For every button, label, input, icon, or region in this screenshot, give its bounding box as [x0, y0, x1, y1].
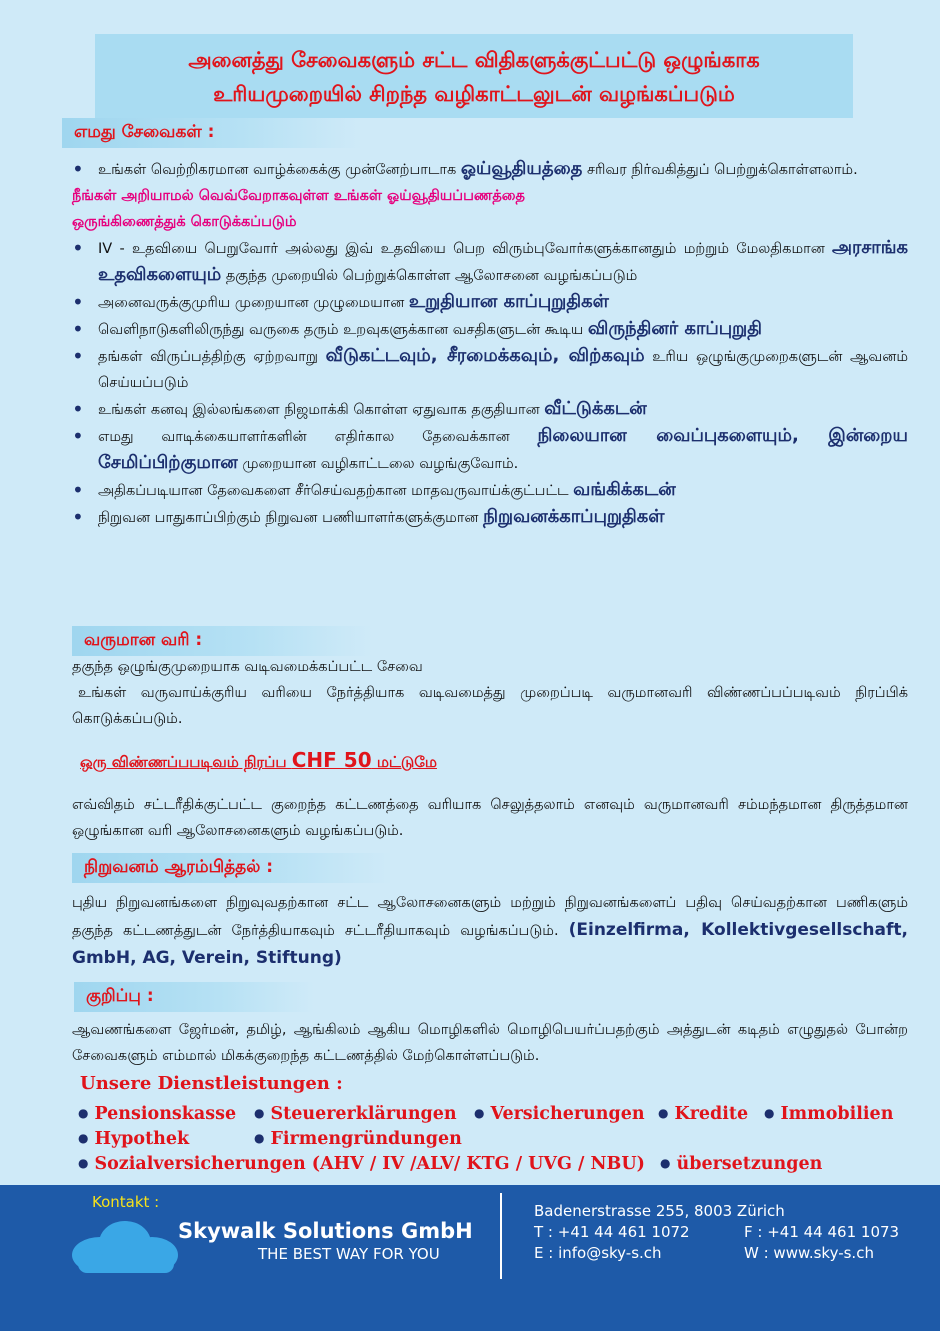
website-link[interactable]: W : www.sky-s.ch [744, 1244, 874, 1262]
company-setup-heading-text: நிறுவனம் ஆரம்பித்தல் : [84, 857, 274, 877]
list-item: ● Sozialversicherungen (AHV / IV /ALV/ KTG / UVG / NBU) [78, 1154, 645, 1174]
contact-footer [0, 1185, 940, 1331]
services-list [72, 156, 908, 531]
headline-line-1: அனைத்து சேவைகளும் சட்ட விதிகளுக்குட்பட்டு ஒழுங்காக [188, 48, 760, 72]
list-item: ● Immobilien [764, 1104, 893, 1124]
list-item: ● Hypothek [78, 1129, 189, 1149]
headline-line-2: உரியமுறையில் சிறந்த வழிகாட்டலுடன் வழங்கப்படும் [213, 82, 735, 106]
list-item: • தங்கள் விருப்பத்திற்கு ஏற்றவாறு வீடுகட்டவும், சீரமைக்கவும், விற்கவும் உரிய ஒழுங்குமுறைகளுடன் ஆவனம் செய்யப்படும் [72, 343, 908, 396]
tax-description: தகுந்த ஒழுங்குமுறையாக வடிவமைக்கப்பட்ட சேவை உங்கள் வருவாய்க்குரிய வரியை நேர்த்தியாக வடிவமைத்து முறைப்படி வருமானவரி விண்ணப்பப்படிவம் நிரப்பிக் கொடுக்கப்படும். [72, 659, 908, 727]
note-text: ஆவணங்களை ஜேர்மன், தமிழ், ஆங்கிலம் ஆகிய மொழிகளில் மொழிபெயர்ப்பதற்கும் அத்துடன் கடிதம் எழுதுதல் போன்ற சேவைகளும் எம்மால் மிகக்குறைந்த கட்டணத்தில் மேற்கொள்ளப்படும். [72, 1022, 908, 1064]
list-item: ● Versicherungen [474, 1104, 645, 1124]
list-item: • எமது வாடிக்கையாளர்களின் எதிர்கால தேவைக்கான நிலையான வைப்புகளையும், இன்றைய சேமிப்பிற்குமான முறையான வழிகாட்டலை வழங்குவோம். [72, 423, 908, 477]
german-services-row-1 [78, 1104, 908, 1128]
tax-advice-text: எவ்விதம் சட்டரீதிக்குட்பட்ட குறைந்த கட்டணத்தை வரியாக செலுத்தலாம் எனவும் வருமானவரி சம்மந்தமான திருத்தமான ஒழுங்கான வரி ஆலோசனைகளும் வழங்கப்படும். [72, 797, 908, 839]
company-name: Skywalk Solutions GmbH [178, 1219, 473, 1243]
email-address[interactable]: E : info@sky-s.ch [534, 1244, 662, 1262]
list-item: • உங்கள் கனவு இல்லங்களை நிஜமாக்கி கொள்ள ஏதுவாக தகுதியான வீட்டுக்கடன் [72, 396, 908, 423]
list-item: ● Firmengründungen [254, 1129, 462, 1149]
footer-divider [500, 1193, 502, 1279]
list-item: ● Steuererklärungen [254, 1104, 457, 1124]
list-item: • அனைவருக்குமுரிய முறையான முழுமையான உறுதியான காப்புறுதிகள் [72, 289, 908, 316]
german-services-row-2 [78, 1129, 908, 1153]
company-setup-text: புதிய நிறுவனங்களை நிறுவுவதற்கான சட்ட ஆலோசனைகளும் மற்றும் நிறுவனங்களைப் பதிவு செய்வதற்கான பணிகளும் தகுந்த கட்டணத்துடன் நேர்த்தியாகவும் சட்டரீதியாகவும் வழங்கப்படும். (Einzelfirma, Kollektivgesellschaft, GmbH, AG, Verein, Stiftung) [72, 895, 908, 968]
services-heading [62, 118, 362, 148]
tax-price-note: ஒரு விண்ணப்பபடிவம் நிரப்ப CHF 50 மட்டுமே [80, 748, 437, 772]
list-item: • நிறுவன பாதுகாப்பிற்கும் நிறுவன பணியாளர்களுக்குமான நிறுவனக்காப்புறுதிகள் [72, 504, 908, 531]
tax-heading-text: வருமான வரி : [84, 630, 203, 650]
list-item: • IV - உதவியை பெறுவோர் அல்லது இவ் உதவியை பெற விரும்புவோர்களுக்கானதும் மற்றும் மேலதிகமான அரசாங்க உதவிகளையும் தகுந்த முறையில் பெற்றுக்கொள்ள ஆலோசனை வழங்கப்படும் [72, 235, 908, 289]
note-heading-text: குறிப்பு : [86, 986, 154, 1006]
company-tagline: THE BEST WAY FOR YOU [258, 1245, 440, 1263]
list-item: ● Kredite [658, 1104, 748, 1124]
german-services-row-3 [78, 1154, 908, 1178]
address: Badenerstrasse 255, 8003 Zürich [534, 1202, 785, 1220]
list-item: ● übersetzungen [660, 1154, 822, 1174]
list-item: ● Pensionskasse [78, 1104, 236, 1124]
headline-banner [95, 34, 853, 118]
cloud-logo-icon [70, 1215, 180, 1275]
list-item: • அதிகப்படியான தேவைகளை சீர்செய்வதற்கான மாதவருவாய்க்குட்பட்ட வங்கிக்கடன் [72, 477, 908, 504]
kontakt-label: Kontakt : [92, 1193, 160, 1211]
list-item: • உங்கள் வெற்றிகரமான வாழ்க்கைக்கு முன்னேற்பாடாக ஓய்வூதியத்தை சரிவர நிர்வகித்துப் பெற்றுக்கொள்ளலாம். [72, 156, 908, 183]
services-heading-text: எமது சேவைகள் : [74, 122, 215, 142]
german-services-title: Unsere Dienstleistungen : [80, 1073, 343, 1094]
company-setup-heading [72, 853, 392, 883]
pension-consolidation-note: நீங்கள் அறியாமல் வெவ்வேறாகவுள்ள உங்கள் ஓய்வூதியப்பணத்தை ஒருங்கிணைத்துக் கொடுக்கப்படும் [72, 188, 525, 230]
fax-number: F : +41 44 461 1073 [744, 1223, 900, 1241]
note-heading [74, 982, 314, 1012]
phone-number: T : +41 44 461 1072 [534, 1223, 690, 1241]
tax-heading [72, 626, 372, 656]
list-item: • வெளிநாடுகளிலிருந்து வருகை தரும் உறவுகளுக்கான வசதிகளுடன் கூடிய விருந்தினர் காப்புறுதி [72, 316, 908, 343]
